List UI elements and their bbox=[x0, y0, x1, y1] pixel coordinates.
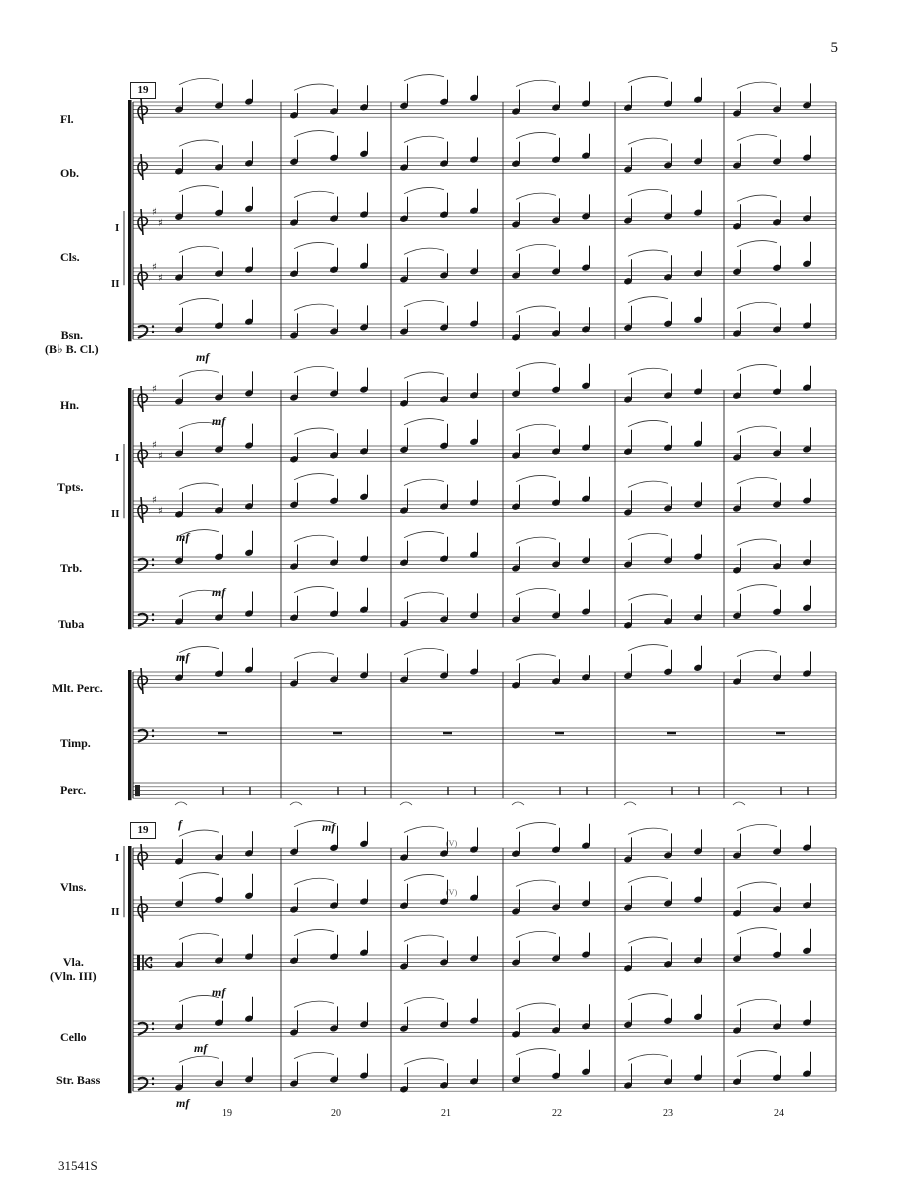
key-signature-sharp: ♯ bbox=[158, 218, 163, 229]
slur bbox=[516, 306, 556, 312]
slur bbox=[179, 646, 219, 652]
slur bbox=[737, 585, 777, 591]
slur bbox=[179, 1056, 219, 1062]
bass-clef-dot bbox=[152, 619, 154, 621]
slur bbox=[404, 648, 444, 654]
slur bbox=[294, 84, 334, 90]
slur bbox=[628, 138, 668, 144]
measure-number: 24 bbox=[774, 1108, 784, 1119]
slur bbox=[737, 882, 777, 888]
whole-rest bbox=[776, 732, 785, 735]
label-trombone: Trb. bbox=[60, 561, 83, 575]
slur bbox=[294, 1001, 334, 1007]
slur bbox=[516, 537, 556, 543]
slur bbox=[737, 364, 777, 370]
slur bbox=[628, 876, 668, 882]
group-bracket bbox=[128, 846, 132, 1093]
slur bbox=[628, 76, 668, 82]
bass-clef-dot bbox=[152, 735, 154, 737]
slur bbox=[737, 824, 777, 830]
slur bbox=[737, 82, 777, 88]
slur bbox=[737, 650, 777, 656]
percussion-stroke bbox=[175, 802, 187, 805]
slur bbox=[737, 134, 777, 140]
dynamic-percussion-2: mf bbox=[322, 820, 336, 834]
slur bbox=[628, 250, 668, 256]
percussion-stroke bbox=[733, 802, 745, 805]
bass-clef-dot bbox=[152, 1022, 154, 1024]
slur bbox=[516, 931, 556, 937]
slur bbox=[294, 535, 334, 541]
group-bracket bbox=[128, 388, 132, 629]
measure-number: 19 bbox=[222, 1108, 232, 1119]
slur bbox=[516, 193, 556, 199]
slur bbox=[404, 300, 444, 306]
rehearsal-mark-strings: 19 bbox=[130, 822, 156, 839]
slur bbox=[404, 1058, 444, 1064]
dynamic-horn: mf bbox=[212, 414, 226, 428]
slur bbox=[404, 935, 444, 941]
slur bbox=[179, 590, 219, 596]
group-bracket bbox=[128, 670, 132, 800]
slur bbox=[737, 426, 777, 432]
key-signature-sharp: ♯ bbox=[152, 207, 157, 218]
dynamic-percussion-1: f bbox=[178, 817, 182, 831]
label-bassoon: Bsn. (B♭ B. Cl.) bbox=[45, 328, 99, 356]
percussion-stroke bbox=[512, 802, 524, 805]
key-signature-sharp: ♯ bbox=[158, 506, 163, 517]
bow-mark-violin-1: (V) bbox=[446, 839, 458, 848]
slur bbox=[628, 297, 668, 303]
label-viola: Vla. (Vln. III) bbox=[50, 955, 97, 983]
slur bbox=[516, 244, 556, 250]
slur bbox=[294, 821, 334, 827]
slur bbox=[516, 475, 556, 481]
bass-clef-dot bbox=[152, 729, 154, 731]
dynamic-cello: mf bbox=[194, 1041, 208, 1055]
slur bbox=[628, 368, 668, 374]
clarinet-part-1: I bbox=[115, 222, 120, 234]
slur bbox=[179, 78, 219, 84]
slur bbox=[516, 1003, 556, 1009]
percussion-stroke bbox=[624, 802, 636, 805]
slur bbox=[294, 1052, 334, 1058]
measure-number: 21 bbox=[441, 1108, 451, 1119]
slur bbox=[404, 531, 444, 537]
slur bbox=[294, 242, 334, 248]
whole-rest bbox=[667, 732, 676, 735]
slur bbox=[628, 937, 668, 943]
slur bbox=[516, 588, 556, 594]
label-violins: Vlns. bbox=[60, 880, 87, 894]
slur bbox=[404, 997, 444, 1003]
label-percussion: Perc. bbox=[60, 783, 87, 797]
slur bbox=[516, 132, 556, 138]
bass-clef-dot bbox=[152, 1028, 154, 1030]
slur bbox=[737, 1050, 777, 1056]
slur bbox=[737, 241, 777, 247]
slur bbox=[628, 994, 668, 1000]
slur bbox=[294, 586, 334, 592]
slur bbox=[294, 878, 334, 884]
slur bbox=[294, 191, 334, 197]
dynamic-viola: mf bbox=[212, 985, 226, 999]
slur bbox=[737, 302, 777, 308]
key-signature-sharp: ♯ bbox=[152, 384, 157, 395]
bass-clef-dot bbox=[152, 325, 154, 327]
slur bbox=[179, 483, 219, 489]
trumpet-part-1: I bbox=[115, 452, 120, 464]
slur bbox=[516, 822, 556, 828]
slur bbox=[404, 248, 444, 254]
slur bbox=[628, 594, 668, 600]
percussion-stroke bbox=[290, 802, 302, 805]
slur bbox=[294, 652, 334, 658]
bass-clef-dot bbox=[152, 564, 154, 566]
slur bbox=[628, 189, 668, 195]
clarinet-part-2: II bbox=[111, 278, 120, 290]
violin-part-2: II bbox=[111, 906, 120, 918]
key-signature-sharp: ♯ bbox=[152, 495, 157, 506]
slur bbox=[179, 370, 219, 376]
measure-number: 22 bbox=[552, 1108, 562, 1119]
label-string-bass: Str. Bass bbox=[56, 1073, 101, 1087]
key-signature-sharp: ♯ bbox=[158, 451, 163, 462]
trumpet-part-2: II bbox=[111, 508, 120, 520]
slur bbox=[404, 75, 444, 81]
key-signature-sharp: ♯ bbox=[152, 262, 157, 273]
slur bbox=[628, 420, 668, 426]
slur bbox=[404, 187, 444, 193]
label-clarinets: Cls. bbox=[60, 250, 80, 264]
slur bbox=[737, 195, 777, 201]
slur bbox=[294, 929, 334, 935]
label-tuba: Tuba bbox=[58, 617, 85, 631]
slur bbox=[404, 136, 444, 142]
slur bbox=[516, 880, 556, 886]
label-mallet-percussion: Mlt. Perc. bbox=[52, 681, 103, 695]
slur bbox=[516, 80, 556, 86]
label-oboe: Ob. bbox=[60, 166, 80, 180]
slur bbox=[628, 828, 668, 834]
slur bbox=[179, 995, 219, 1001]
slur bbox=[404, 874, 444, 880]
bow-mark-violin-2: (V) bbox=[446, 888, 458, 897]
alto-clef bbox=[137, 955, 140, 970]
dynamic-tuba: mf bbox=[176, 650, 190, 664]
group-bracket bbox=[128, 100, 132, 341]
measure-number: 20 bbox=[331, 1108, 341, 1119]
whole-rest bbox=[333, 732, 342, 735]
percussion-stroke bbox=[400, 802, 412, 805]
bass-clef-dot bbox=[152, 558, 154, 560]
dynamic-trombone: mf bbox=[212, 585, 226, 599]
slur bbox=[737, 477, 777, 483]
slur bbox=[628, 533, 668, 539]
slur bbox=[516, 1049, 556, 1055]
slur bbox=[294, 304, 334, 310]
whole-rest bbox=[555, 732, 564, 735]
slur bbox=[737, 928, 777, 934]
slur bbox=[404, 592, 444, 598]
slur bbox=[516, 654, 556, 660]
rehearsal-mark-winds: 19 bbox=[130, 82, 156, 99]
label-timpani: Timp. bbox=[60, 736, 91, 750]
key-signature-sharp: ♯ bbox=[152, 440, 157, 451]
slur bbox=[294, 131, 334, 137]
percussion-clef bbox=[135, 785, 140, 796]
measure-number: 23 bbox=[663, 1108, 673, 1119]
slur bbox=[179, 873, 219, 879]
slur bbox=[179, 933, 219, 939]
slur bbox=[294, 428, 334, 434]
slur bbox=[179, 186, 219, 192]
slur bbox=[179, 530, 219, 536]
slur bbox=[628, 1054, 668, 1060]
page-number: 5 bbox=[830, 40, 838, 56]
slur bbox=[179, 830, 219, 836]
slur bbox=[737, 539, 777, 545]
slur bbox=[294, 474, 334, 480]
dynamic-trumpet-2: mf bbox=[176, 530, 190, 544]
slur bbox=[179, 298, 219, 304]
dynamic-string-bass: mf bbox=[176, 1096, 190, 1110]
slur bbox=[516, 424, 556, 430]
bass-clef-dot bbox=[152, 613, 154, 615]
catalog-number: 31541S bbox=[58, 1158, 98, 1173]
whole-rest bbox=[218, 732, 227, 735]
dynamic-bassoon: mf bbox=[196, 350, 210, 364]
slur bbox=[179, 246, 219, 252]
slur bbox=[404, 826, 444, 832]
violin-part-1: I bbox=[115, 852, 120, 864]
slur bbox=[179, 140, 219, 146]
slur bbox=[294, 366, 334, 372]
slur bbox=[737, 999, 777, 1005]
slur bbox=[404, 419, 444, 425]
bass-clef-dot bbox=[152, 1077, 154, 1079]
label-horn: Hn. bbox=[60, 398, 80, 412]
label-cello: Cello bbox=[60, 1030, 87, 1044]
slur bbox=[404, 479, 444, 485]
key-signature-sharp: ♯ bbox=[158, 273, 163, 284]
slur bbox=[516, 363, 556, 369]
bass-clef-dot bbox=[152, 1083, 154, 1085]
slur bbox=[179, 422, 219, 428]
slur bbox=[404, 372, 444, 378]
slur bbox=[628, 481, 668, 487]
whole-rest bbox=[443, 732, 452, 735]
slur bbox=[628, 645, 668, 651]
label-flute: Fl. bbox=[60, 112, 74, 126]
bass-clef-dot bbox=[152, 331, 154, 333]
label-trumpets: Tpts. bbox=[57, 480, 84, 494]
